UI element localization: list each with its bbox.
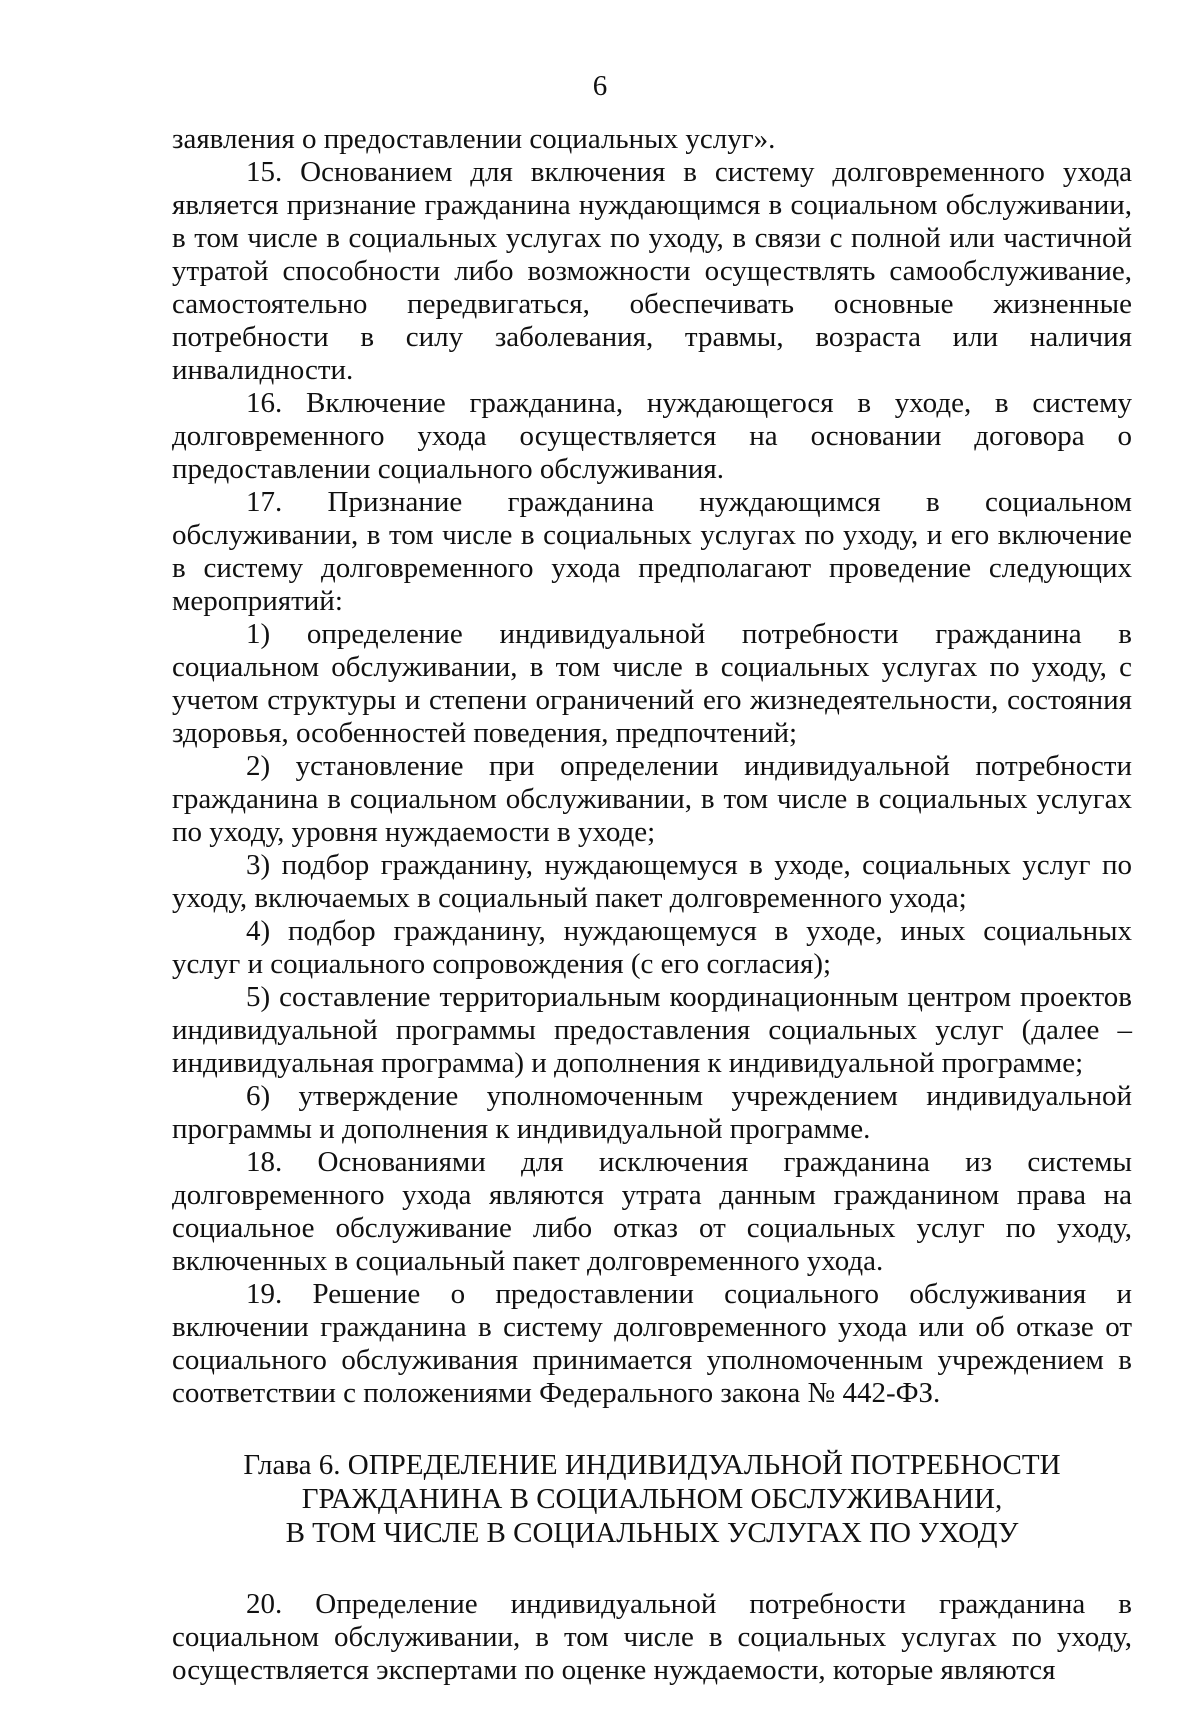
list-item-5: 5) составление территориальным координационным центром проектов индивидуальной программы предоставления социальных услуг (далее – индивидуальная программа) и дополнения к индивидуальной программе; [172, 981, 1132, 1079]
paragraph-continuation: заявления о предоставлении социальных услуг». [172, 123, 776, 155]
chapter-heading-line-2: ГРАЖДАНИНА В СОЦИАЛЬНОМ ОБСЛУЖИВАНИИ, [301, 1483, 1003, 1515]
list-item-6: 6) утверждение уполномоченным учреждением индивидуальной программы и дополнения к индивидуальной программе. [172, 1080, 1132, 1145]
page-number: 6 [592, 70, 608, 102]
paragraph-16: 16. Включение гражданина, нуждающегося в уходе, в систему долговременного ухода осуществляется на основании договора о предоставлении социального обслуживания. [172, 387, 1132, 485]
paragraph-19: 19. Решение о предоставлении социального обслуживания и включении гражданина в систему долговременного ухода или об отказе от социального обслуживания принимается уполномоченным учреждением в соответствии с положениями Федерального закона № 442-ФЗ. [172, 1278, 1132, 1409]
list-item-1: 1) определение индивидуальной потребности гражданина в социальном обслуживании, в том числе в социальных услугах по уходу, с учетом структуры и степени ограничений его жизнедеятельности, состояния здоровья, особенностей поведения, предпочтений; [172, 618, 1132, 749]
chapter-heading-line-1: Глава 6. ОПРЕДЕЛЕНИЕ ИНДИВИДУАЛЬНОЙ ПОТРЕБНОСТИ [243, 1449, 1061, 1481]
list-item-4: 4) подбор гражданину, нуждающемуся в уходе, иных социальных услуг и социального сопровождения (с его согласия); [172, 915, 1132, 980]
list-item-2: 2) установление при определении индивидуальной потребности гражданина в социальном обслуживании, в том числе в социальных услугах по уходу, уровня нуждаемости в уходе; [172, 750, 1132, 848]
chapter-heading [172, 1448, 1132, 1550]
paragraph-20: 20. Определение индивидуальной потребности гражданина в социальном обслуживании, в том числе в социальных услугах по уходу, осуществляется экспертами по оценке нуждаемости, которые являются [172, 1588, 1132, 1686]
list-item-3: 3) подбор гражданину, нуждающемуся в уходе, социальных услуг по уходу, включаемых в социальный пакет долговременного ухода; [172, 849, 1132, 914]
chapter-heading-line-3: В ТОМ ЧИСЛЕ В СОЦИАЛЬНЫХ УСЛУГАХ ПО УХОДУ [285, 1517, 1019, 1549]
document-body [172, 123, 1132, 1687]
paragraph-15: 15. Основанием для включения в систему долговременного ухода является признание гражданина нуждающимся в социальном обслуживании, в том числе в социальных услугах по уходу, в связи с полной или частичной утратой способности либо возможности осуществлять самообслуживание, самостоятельно передвигаться, обеспечивать основные жизненные потребности в силу заболевания, травмы, возраста или наличия инвалидности. [172, 156, 1132, 386]
paragraph-18: 18. Основаниями для исключения гражданина из системы долговременного ухода являются утрата данным гражданином права на социальное обслуживание либо отказ от социальных услуг по уходу, включенных в социальный пакет долговременного ухода. [172, 1146, 1132, 1277]
paragraph-17: 17. Признание гражданина нуждающимся в социальном обслуживании, в том числе в социальных услугах по уходу, и его включение в систему долговременного ухода предполагают проведение следующих мероприятий: [172, 486, 1132, 617]
